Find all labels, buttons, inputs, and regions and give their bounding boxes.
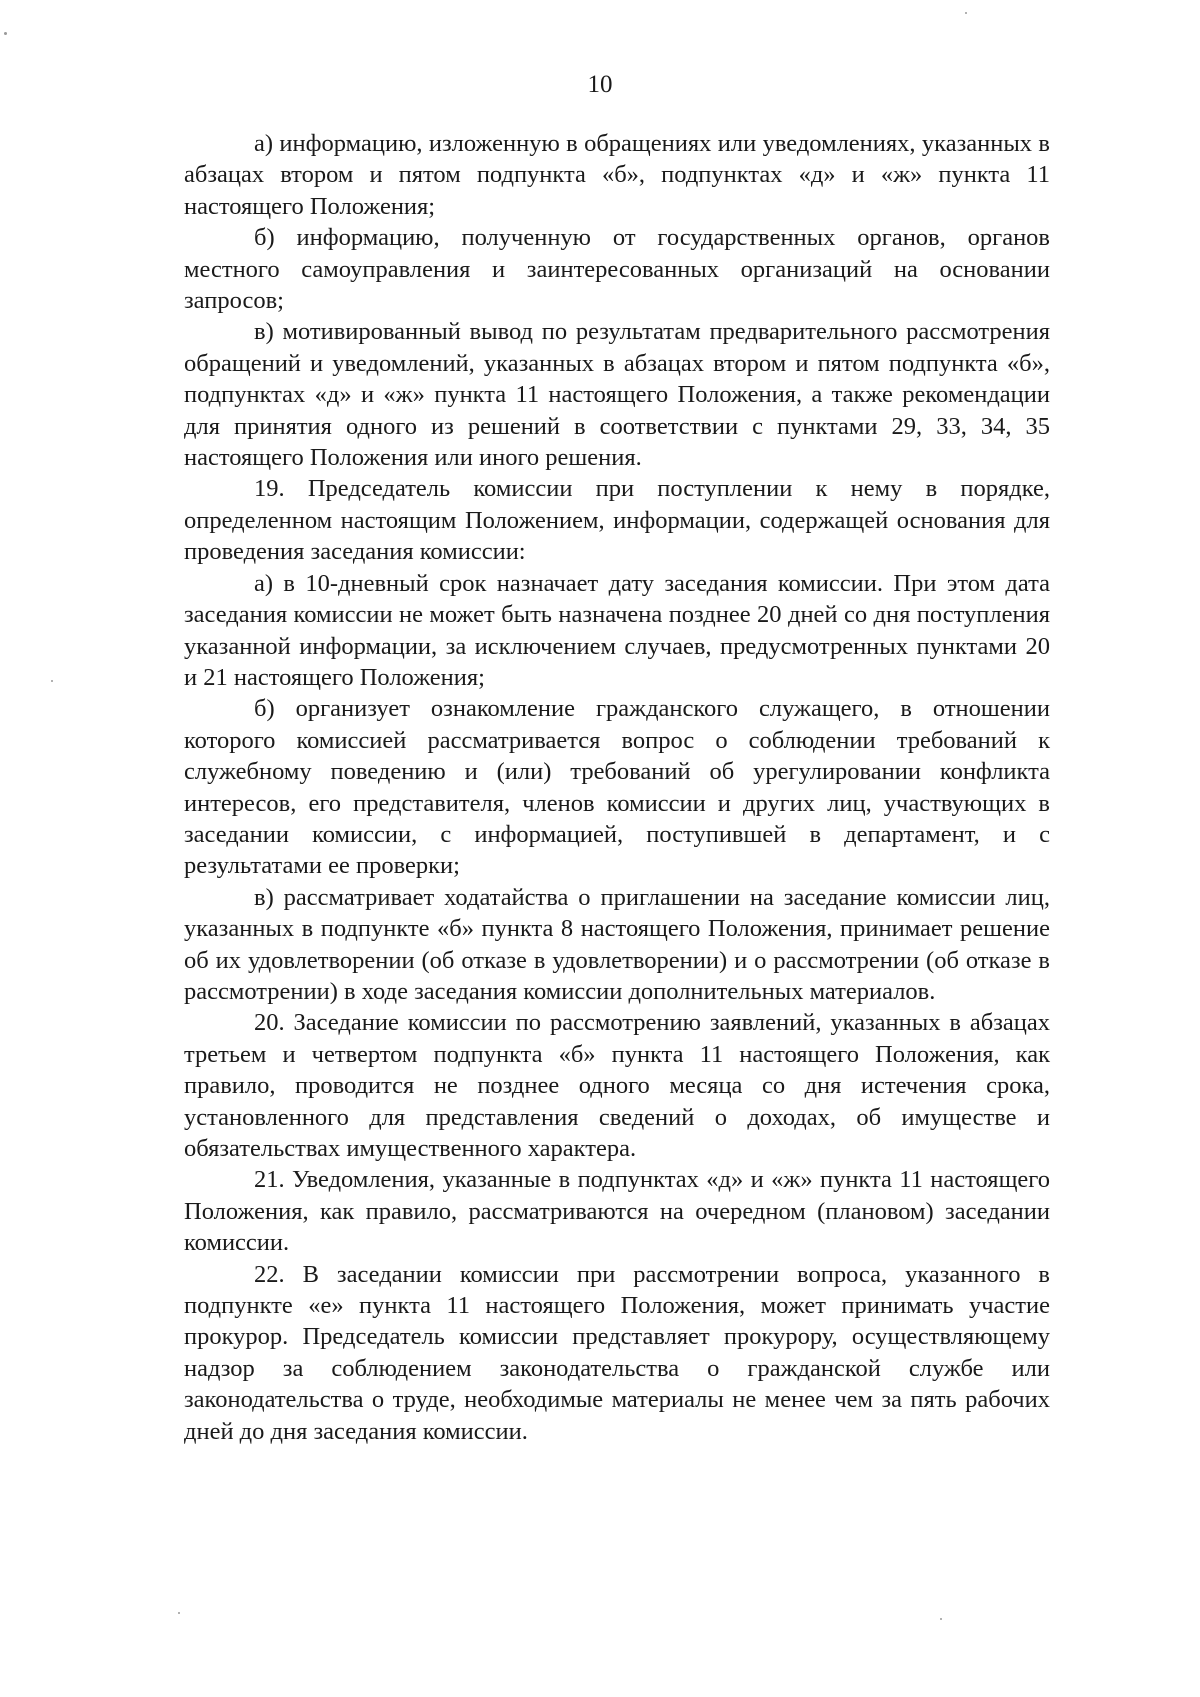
scan-speck	[51, 680, 53, 682]
document-body	[184, 128, 1050, 1447]
paragraph-19: 19. Председатель комиссии при поступлении к нему в порядке, определенном настоящим Положением, информации, содержащей основания для проведения заседания комиссии:	[184, 475, 1050, 566]
paragraph-18a: а) информацию, изложенную в обращениях или уведомлениях, указанных в абзацах втором и пятом подпункта «б», подпунктах «д» и «ж» пункта 11 настоящего Положения;	[184, 130, 1050, 220]
paragraph-18v: в) мотивированный вывод по результатам предварительного рассмотрения обращений и уведомлений, указанных в абзацах втором и пятом подпункта «б», подпунктах «д» и «ж» пункта 11 настоящего Положения, а также рекомендации для принятия одного из решений в соответствии с пунктами 29, 33, 34, 35 настоящего Положения или иного решения.	[184, 318, 1050, 472]
scan-speck	[940, 1618, 942, 1620]
scan-speck	[4, 32, 7, 35]
paragraph-21: 21. Уведомления, указанные в подпунктах «д» и «ж» пункта 11 настоящего Положения, как правило, рассматриваются на очередном (плановом) заседании комиссии.	[184, 1166, 1050, 1257]
paragraph-19b: б) организует ознакомление гражданского служащего, в отношении которого комиссией рассматривается вопрос о соблюдении требований к служебному поведению и (или) требований об урегулировании конфликта интересов, его представителя, членов комиссии и других лиц, участвующих в заседании комиссии, с информацией, поступившей в департамент, и с результатами ее проверки;	[184, 695, 1050, 880]
paragraph-22: 22. В заседании комиссии при рассмотрении вопроса, указанного в подпункте «е» пункта 11 настоящего Положения, может принимать участие прокурор. Председатель комиссии представляет прокурору, осуществляющему надзор за соблюдением законодательства о гражданской службе или законодательства о труде, необходимые материалы не менее чем за пять рабочих дней до дня заседания комиссии.	[184, 1260, 1050, 1445]
scan-speck	[178, 1612, 180, 1614]
page-number: 10	[587, 71, 613, 98]
paragraph-19v: в) рассматривает ходатайства о приглашении на заседание комиссии лиц, указанных в подпункте «б» пункта 8 настоящего Положения, принимает решение об их удовлетворении (об отказе в удовлетворении) и о рассмотрении (об отказе в рассмотрении) в ходе заседания комиссии дополнительных материалов.	[184, 883, 1050, 1005]
paragraph-18b: б) информацию, полученную от государственных органов, органов местного самоуправления и заинтересованных организаций на основании запросов;	[184, 224, 1050, 315]
paragraph-19a: а) в 10-дневный срок назначает дату заседания комиссии. При этом дата заседания комиссии не может быть назначена позднее 20 дней со дня поступления указанной информации, за исключением случаев, предусмотренных пунктами 20 и 21 настоящего Положения;	[184, 569, 1050, 691]
paragraph-20: 20. Заседание комиссии по рассмотрению заявлений, указанных в абзацах третьем и четвертом подпункта «б» пункта 11 настоящего Положения, как правило, проводится не позднее одного месяца со дня истечения срока, установленного для представления сведений о доходах, об имуществе и обязательствах имущественного характера.	[184, 1009, 1050, 1162]
scan-speck	[965, 12, 967, 14]
